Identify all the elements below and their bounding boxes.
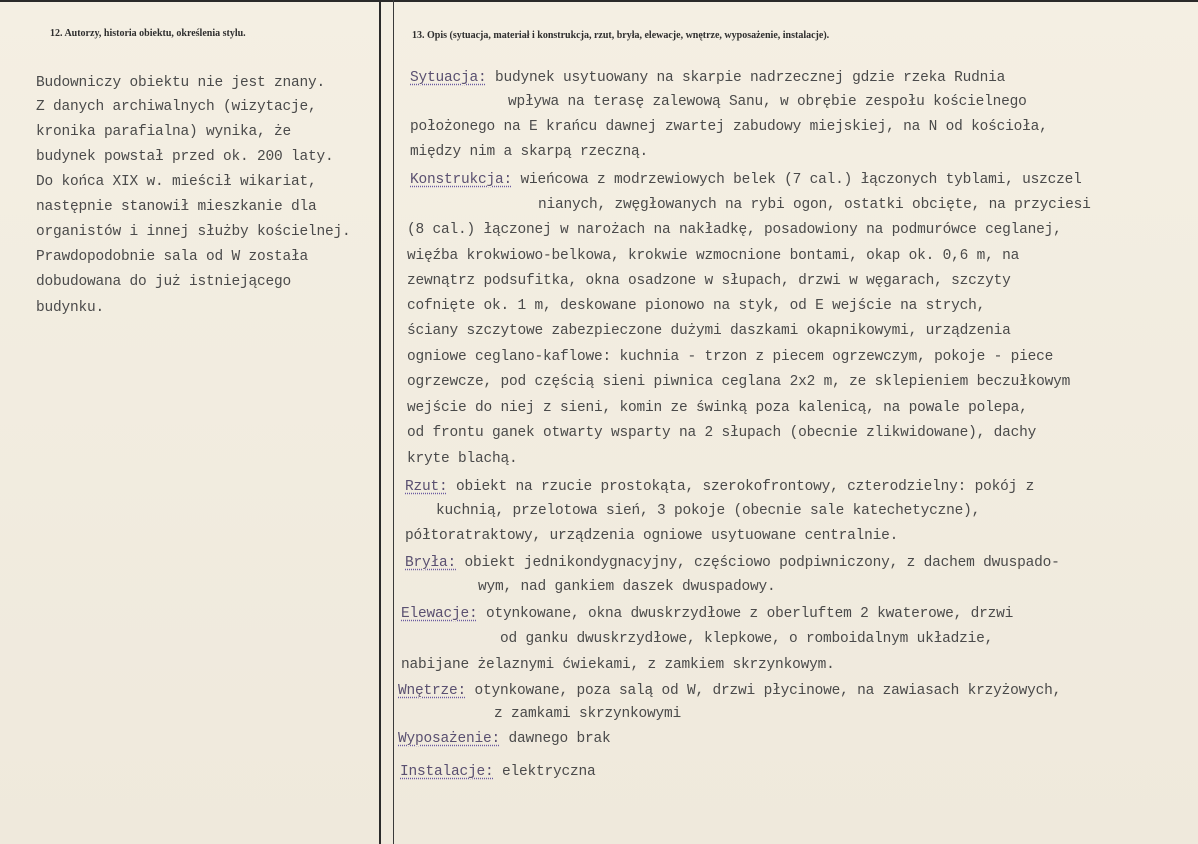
elewacje-line: od ganku dwuskrzydłowe, klepkowe, o romboidalnym układzie,: [500, 631, 994, 647]
konstrukcja-label: Konstrukcja:: [410, 172, 513, 188]
sytuacja-line: położonego na E krańcu dawnej zwartej zabudowy miejskiej, na N od kościoła,: [410, 119, 1048, 135]
instalacje-line: Instalacje: elektryczna: [400, 764, 596, 780]
konstrukcja-line: ogniowe ceglano-kaflowe: kuchnia - trzon z piecem ogrzewczym, pokoje - piece: [407, 349, 1054, 365]
history-line: kronika parafialna) wynika, że: [36, 124, 292, 140]
history-line: dobudowana do już istniejącego: [36, 274, 292, 290]
history-line: organistów i innej służby kościelnej.: [36, 224, 351, 240]
konstrukcja-line: (8 cal.) łączonej w narożach na nakładkę, posadowiony na podmurówce ceglanej,: [407, 222, 1062, 238]
history-line: Z danych archiwalnych (wizytacje,: [36, 99, 317, 115]
section-12-header: 12. Autorzy, historia obiektu, określenia stylu.: [50, 28, 246, 39]
history-line: Prawdopodobnie sala od W została: [36, 249, 309, 265]
sytuacja-line: wpływa na terasę zalewową Sanu, w obrębie zespołu kościelnego: [508, 94, 1027, 110]
konstrukcja-line: wejście do niej z sieni, komin ze świnką poza kalenicą, na powale polepa,: [407, 400, 1028, 416]
history-line: budynek powstał przed ok. 200 laty.: [36, 149, 334, 165]
sytuacja-line: między nim a skarpą rzeczną.: [410, 144, 649, 160]
wyposazenie-label: Wyposażenie:: [398, 731, 501, 747]
history-line: budynku.: [36, 300, 105, 316]
column-divider: [379, 0, 381, 844]
elewacje-label: Elewacje:: [401, 606, 478, 622]
konstrukcja-line: kryte blachą.: [407, 451, 518, 467]
bryla-line: Bryła: obiekt jednikondygnacyjny, częściowo podpiwniczony, z dachem dwuspado-: [405, 555, 1060, 571]
konstrukcja-line: ściany szczytowe zabezpieczone dużymi daszkami okapnikowymi, urządzenia: [407, 323, 1011, 339]
konstrukcja-line: cofnięte ok. 1 m, deskowane pionowo na styk, od E wejście na strych,: [407, 298, 986, 314]
rzut-label: Rzut:: [405, 479, 448, 495]
history-line: Do końca XIX w. mieścił wikariat,: [36, 174, 317, 190]
column-divider-inner: [393, 0, 394, 844]
konstrukcja-line: od frontu ganek otwarty wsparty na 2 słupach (obecnie zlikwidowane), dachy: [407, 425, 1037, 441]
top-border: [0, 0, 1198, 2]
rzut-line: Rzut: obiekt na rzucie prostokąta, szerokofrontowy, czterodzielny: pokój z: [405, 479, 1035, 495]
sytuacja-label: Sytuacja:: [410, 70, 487, 86]
wnetrze-label: Wnętrze:: [398, 683, 467, 699]
sytuacja-line: Sytuacja: budynek usytuowany na skarpie nadrzecznej gdzie rzeka Rudnia: [410, 70, 1006, 86]
instalacje-label: Instalacje:: [400, 764, 494, 780]
bryla-label: Bryła:: [405, 555, 457, 571]
bryla-line: wym, nad gankiem daszek dwuspadowy.: [478, 579, 776, 595]
konstrukcja-line: Konstrukcja: wieńcowa z modrzewiowych belek (7 cal.) łączonych tyblami, uszczel: [410, 172, 1082, 188]
rzut-line: półtoratraktowy, urządzenia ogniowe usytuowane centralnie.: [405, 528, 899, 544]
wyposazenie-line: Wyposażenie: dawnego brak: [398, 731, 611, 747]
rzut-line: kuchnią, przelotowa sień, 3 pokoje (obecnie sale katechetyczne),: [436, 503, 981, 519]
wnetrze-line: Wnętrze: otynkowane, poza salą od W, drzwi płycinowe, na zawiasach krzyżowych,: [398, 683, 1062, 699]
wnetrze-line: z zamkami skrzynkowymi: [494, 706, 682, 722]
elewacje-line: nabijane żelaznymi ćwiekami, z zamkiem skrzynkowym.: [401, 657, 835, 673]
elewacje-line: Elewacje: otynkowane, okna dwuskrzydłowe z oberluftem 2 kwaterowe, drzwi: [401, 606, 1014, 622]
section-13-header: 13. Opis (sytuacja, materiał i konstrukcja, rzut, bryła, elewacje, wnętrze, wyposażenie, instalacje).: [412, 30, 830, 41]
history-line: następnie stanowił mieszkanie dla: [36, 199, 317, 215]
konstrukcja-line: ogrzewcze, pod częścią sieni piwnica ceglana 2x2 m, ze sklepieniem beczułkowym: [407, 374, 1071, 390]
history-line: Budowniczy obiektu nie jest znany.: [36, 75, 326, 91]
konstrukcja-line: zewnątrz podsufitka, okna osadzone w słupach, drzwi w węgarach, szczyty: [407, 273, 1011, 289]
konstrukcja-line: więźba krokwiowo-belkowa, krokwie wzmocnione bontami, okap ok. 0,6 m, na: [407, 248, 1020, 264]
konstrukcja-line: nianych, zwęgłowanych na rybi ogon, ostatki obcięte, na przyciesi: [538, 197, 1091, 213]
